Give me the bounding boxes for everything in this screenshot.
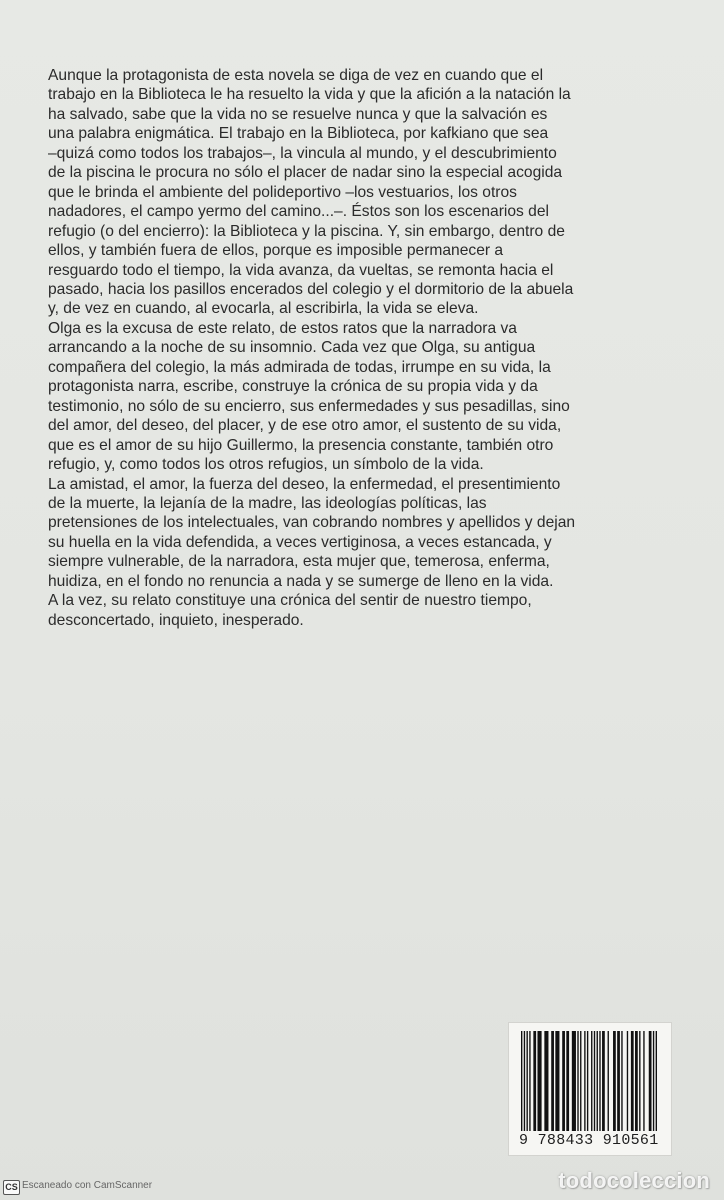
synopsis-line: A la vez, su relato constituye una crónica del sentir de nuestro tiempo,	[48, 592, 532, 610]
barcode-bar	[635, 1031, 638, 1131]
synopsis-line: protagonista narra, escribe, construye la crónica de su propia vida y da	[48, 378, 538, 396]
barcode-bar	[591, 1031, 592, 1131]
barcode-bar	[577, 1031, 578, 1131]
barcode-bar	[643, 1031, 644, 1131]
barcode-bar	[529, 1031, 530, 1131]
barcode-bar	[572, 1031, 576, 1131]
synopsis-line: su huella en la vida defendida, a veces vertiginosa, a veces estancada, y	[48, 533, 552, 551]
barcode-bar	[580, 1031, 581, 1131]
synopsis-line: ha salvado, sabe que la vida no se resuelve nunca y que la salvación es	[48, 105, 548, 123]
synopsis-line: del amor, del deseo, del placer, y de ese otro amor, el sustento de su vida,	[48, 417, 562, 435]
barcode-bar	[533, 1031, 536, 1131]
barcode-bar	[524, 1031, 525, 1131]
synopsis-line: que le brinda el ambiente del polideportivo –los vestuarios, los otros	[48, 183, 517, 201]
synopsis-line: de la piscina le procura no sólo el placer de nadar sino la especial acogida	[48, 164, 563, 182]
barcode-bar	[566, 1031, 569, 1131]
synopsis-line: nadadores, el campo yermo del camino...–. Éstos son los escenarios del	[48, 203, 549, 221]
barcode-bar	[599, 1031, 600, 1131]
synopsis-text	[48, 66, 688, 630]
synopsis-line: refugio, y, como todos los otros refugios, un símbolo de la vida.	[48, 456, 484, 474]
barcode-bar	[526, 1031, 527, 1131]
barcode-bar	[653, 1031, 654, 1131]
barcode-bar	[555, 1031, 559, 1131]
barcode-bar	[656, 1031, 657, 1131]
barcode-bar	[551, 1031, 554, 1131]
barcode-bar	[608, 1031, 609, 1131]
synopsis-line: arrancando a la noche de su insomnio. Cada vez que Olga, su antigua	[48, 339, 536, 357]
synopsis-line: una palabra enigmática. El trabajo en la Biblioteca, por kafkiano que sea	[48, 125, 549, 143]
barcode-bar	[584, 1031, 585, 1131]
barcode-bar	[602, 1031, 605, 1131]
barcode-icon	[521, 1031, 659, 1131]
synopsis-line: trabajo en la Biblioteca le ha resuelto la vida y que la afición a la natación la	[48, 86, 571, 104]
watermark-logo: todocoleccion	[558, 1168, 710, 1193]
barcode-bar	[587, 1031, 588, 1131]
barcode-bar	[649, 1031, 652, 1131]
synopsis-line: siempre vulnerable, de la narradora, esta mujer que, temerosa, enferma,	[48, 553, 550, 571]
synopsis-line: pasado, hacia los pasillos encerados del colegio y el dormitorio de la abuela	[48, 280, 574, 298]
barcode-bar	[621, 1031, 622, 1131]
barcode-bar	[617, 1031, 620, 1131]
synopsis-line: testimonio, no sólo de su encierro, sus enfermedades y sus pesadillas, sino	[48, 397, 570, 415]
synopsis-line: –quizá como todos los trabajos–, la vincula al mundo, y el descubrimiento	[48, 144, 557, 162]
synopsis-line: que es el amor de su hijo Guillermo, la presencia constante, también otro	[48, 436, 554, 454]
barcode-box	[508, 1022, 672, 1156]
barcode-bar	[627, 1031, 628, 1131]
synopsis-line: de la muerte, la lejanía de la madre, las ideologías políticas, las	[48, 494, 487, 512]
synopsis-line: pretensiones de los intelectuales, van cobrando nombres y apellidos y dejan	[48, 514, 576, 532]
scanner-label: Escaneado con CamScanner	[22, 1180, 153, 1191]
barcode-bar	[594, 1031, 595, 1131]
barcode-bar	[544, 1031, 548, 1131]
synopsis-line: refugio (o del encierro): la Biblioteca y la piscina. Y, sin embargo, dentro de	[48, 222, 565, 240]
barcode-bar	[639, 1031, 640, 1131]
barcode-bar	[562, 1031, 565, 1131]
barcode-bar	[597, 1031, 598, 1131]
synopsis-line: La amistad, el amor, la fuerza del deseo, la enfermedad, el presentimiento	[48, 475, 561, 493]
synopsis-line: ellos, y también fuera de ellos, porque es imposible permanecer a	[48, 242, 504, 260]
synopsis-line: Olga es la excusa de este relato, de estos ratos que la narradora va	[48, 319, 517, 337]
barcode-bar	[631, 1031, 634, 1131]
barcode-bar	[537, 1031, 541, 1131]
camscanner-logo-icon: CS	[3, 1180, 20, 1195]
synopsis-line: Aunque la protagonista de esta novela se diga de vez en cuando que el	[48, 67, 544, 84]
synopsis-line: compañera del colegio, la más admirada de todas, irrumpe en su vida, la	[48, 358, 551, 376]
barcode-bar	[613, 1031, 616, 1131]
synopsis-line: resguardo todo el tiempo, la vida avanza, da vueltas, se remonta hacia el	[48, 261, 554, 279]
barcode-bar	[521, 1031, 522, 1131]
isbn-number: 9 788433 910561	[519, 1132, 659, 1149]
synopsis-line: huidiza, en el fondo no renuncia a nada y se sumerge de lleno en la vida.	[48, 572, 554, 590]
synopsis-line: desconcertado, inquieto, inesperado.	[48, 611, 304, 629]
synopsis-line: y, de vez en cuando, al evocarla, al escribirla, la vida se eleva.	[48, 300, 479, 318]
